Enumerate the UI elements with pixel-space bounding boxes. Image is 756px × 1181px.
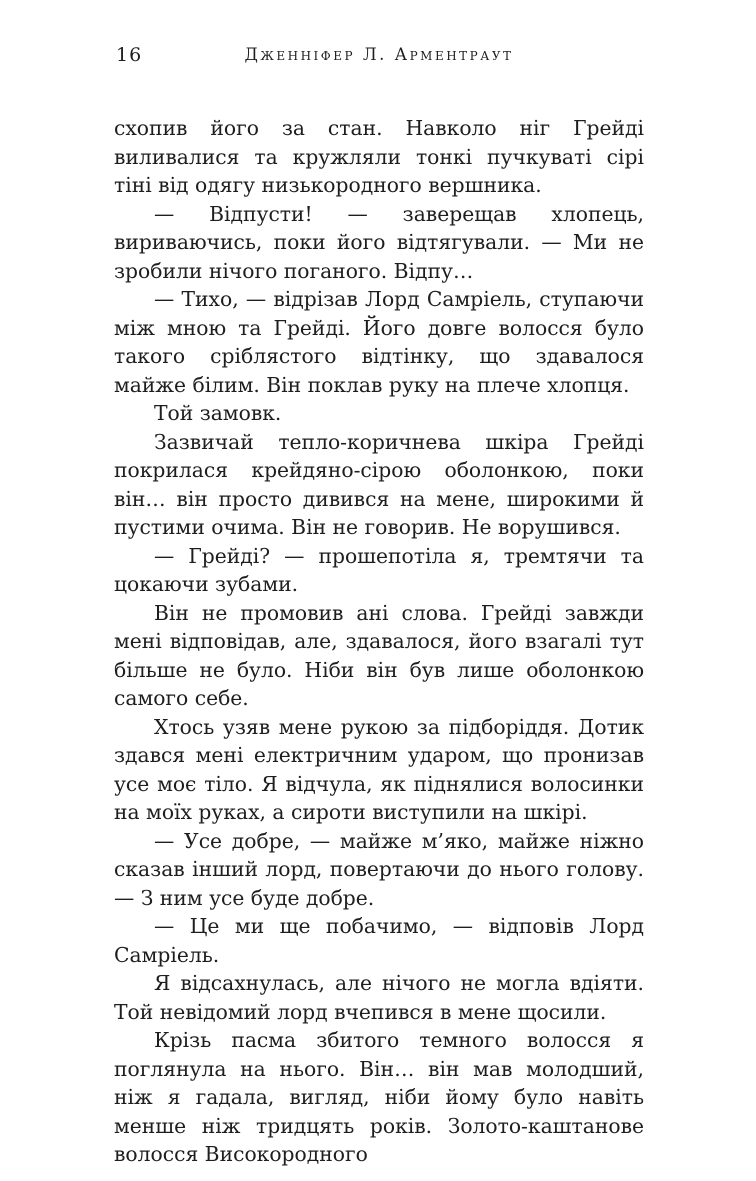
paragraph: Я відсахнулась, але нічого не могла вдіяти. Той невідомий лорд вчепився в мене щосили. <box>114 971 644 1024</box>
page-number: 16 <box>116 44 143 66</box>
paragraph: — Відпусти! — заверещав хлопець, вириваючись, поки його відтягували. — Ми не зробили нічого поганого. Відпу… <box>114 201 644 283</box>
paragraph: Хтось узяв мене рукою за підборіддя. Дотик здався мені електричним ударом, що пронизав усе моє тіло. Я відчула, як піднялися волосинки на моїх руках, а сироти виступили на шкірі. <box>114 714 644 824</box>
paragraph: — Усе добре, — майже м’яко, майже ніжно сказав інший лорд, повертаючи до нього голову. — З ним усе буде добре. <box>114 828 644 910</box>
body-text <box>114 114 644 1169</box>
paragraph: схопив його за стан. Навколо ніг Грейді виливалися та кружляли тонкі пучкуваті сірі тіні від одягу низькородного вершника. <box>114 116 644 197</box>
paragraph: Крізь пасма збитого темного волосся я поглянула на нього. Він… він мав молодший, ніж я гадала, вигляд, ніби йому було навіть менше ніж тридцять років. Золото-каштанове волосся Високородного <box>114 1028 644 1166</box>
running-header-author: Дженніфер Л. Арментраут <box>244 45 514 64</box>
paragraph: — Це ми ще побачимо, — відповів Лорд Самріель. <box>114 914 644 967</box>
paragraph: Він не промовив ані слова. Грейді завжди мені відповідав, але, здавалося, його взагалі тут більше не було. Ніби він був лише оболонкою самого себе. <box>114 600 644 710</box>
page-header <box>114 42 644 68</box>
paragraph: Той замовк. <box>154 401 282 425</box>
paragraph: — Грейді? — прошепотіла я, тремтячи та цокаючи зубами. <box>114 543 644 596</box>
paragraph: — Тихо, — відрізав Лорд Самріель, ступаючи між мною та Грейді. Його довге волосся було такого сріблястого відтінку, що здавалося майже білим. Він поклав руку на плече хлопця. <box>114 287 644 397</box>
paragraph: Зазвичай тепло-коричнева шкіра Грейді покрилася крейдяно-сірою оболонкою, поки він… він просто дивився на мене, широкими й пустими очима. Він не говорив. Не ворушився. <box>114 429 644 539</box>
